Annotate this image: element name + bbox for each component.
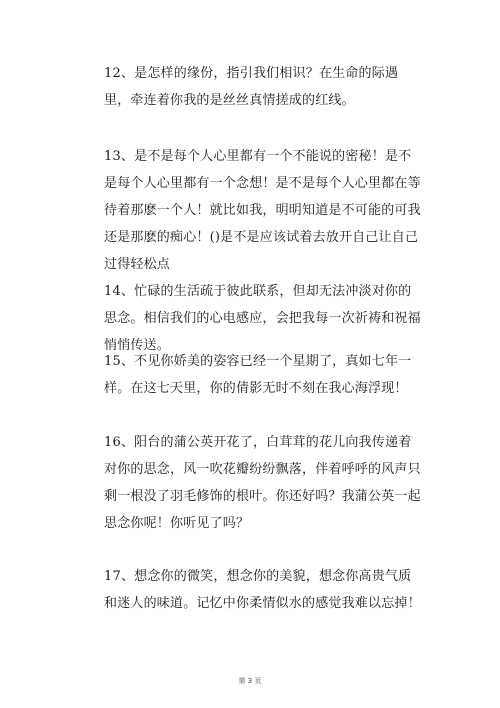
paragraph-13: 13、是不是每个人心里都有一个不能说的密秘！是不是每个人心里都有一个念想！是不是每个人心里都在等待着那麽一个人！就比如我，明明知道是不可能的可我还是那麽的痴心！()是不是应该试着去放开自己让自己过得轻松点	[104, 149, 421, 272]
paragraph-14: 14、忙碌的生活疏于彼此联系，但却无法冲淡对你的思念。相信我们的心电感应，会把我每一次祈祷和祝福悄悄传送。	[104, 284, 421, 353]
paragraph-17: 17、想念你的微笑，想念你的美貌，想念你高贵气质和迷人的味道。记忆中你柔情似水的感觉我难以忘掉！	[104, 569, 421, 611]
paragraph-12: 12、是怎样的缘份，指引我们相识？在生命的际遇里，牵连着你我的是丝丝真情搓成的红线。	[104, 66, 399, 108]
paragraph-16: 16、阳台的蒲公英开花了，白茸茸的花儿向我传递着对你的思念，风一吹花瓣纷纷飘落，伴着呼呼的风声只剩一根没了羽毛修饰的根叶。你还好吗？我蒲公英一起思念你呢！你听见了吗？	[104, 435, 421, 531]
paragraph-15: 15、不见你娇美的姿容已经一个星期了，真如七年一样。在这七天里，你的倩影无时不刻在我心海浮现！	[104, 354, 412, 396]
page-number: 第 3 页	[238, 677, 262, 685]
